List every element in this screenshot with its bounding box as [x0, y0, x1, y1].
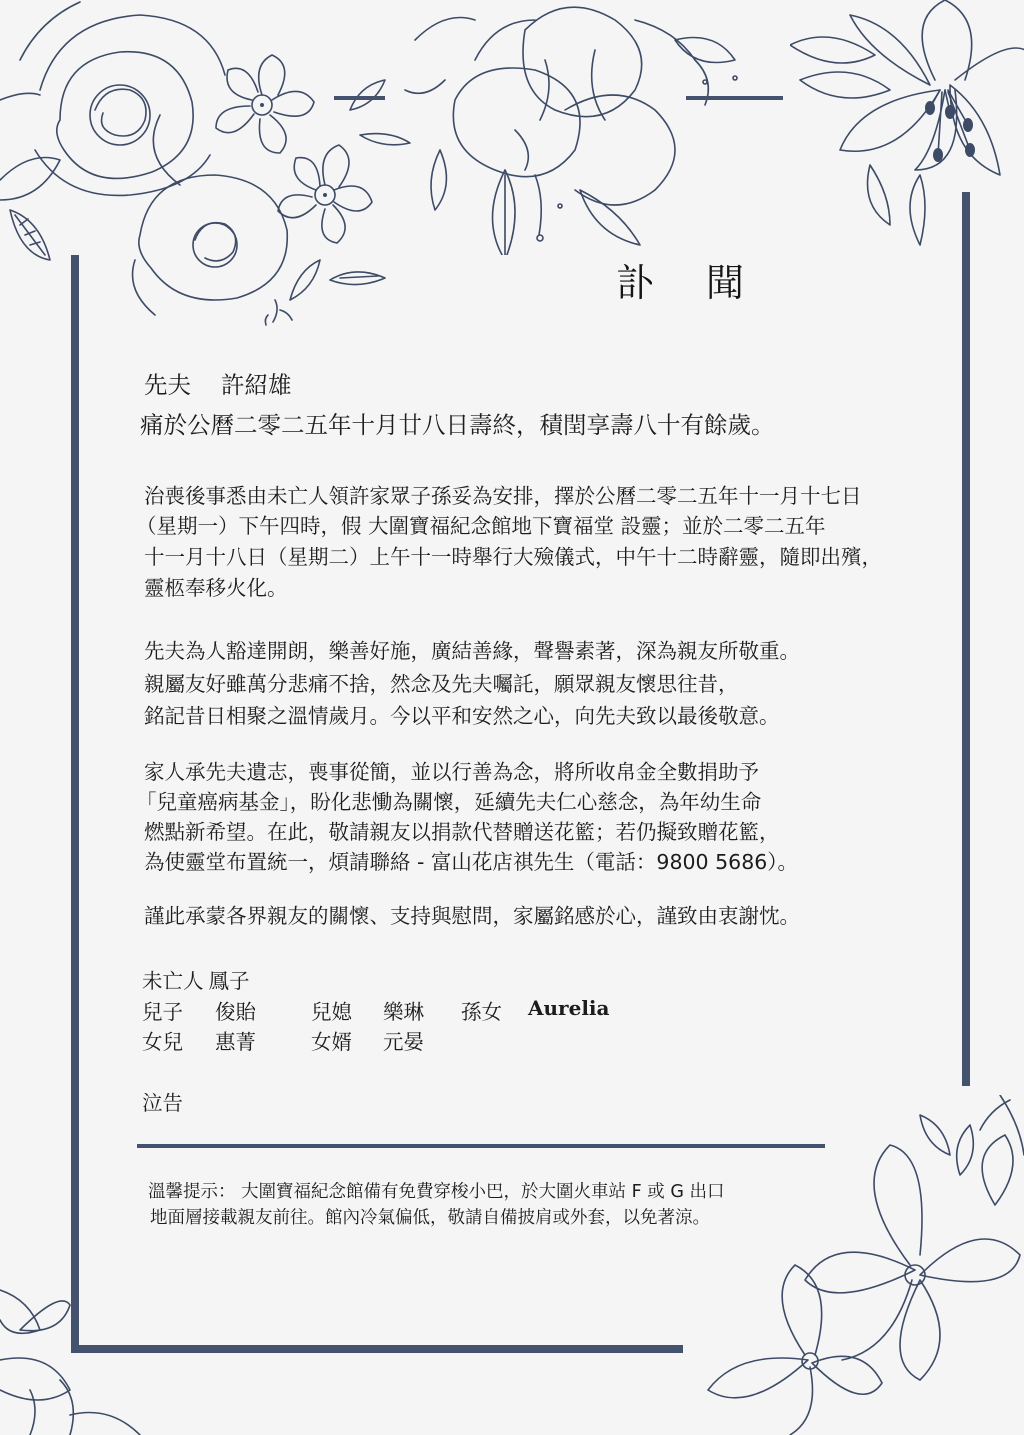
- reminder-line2: 地面層接載親友前往。館內冷氣偏低，敬請自備披肩或外套，以免著涼。: [150, 1208, 710, 1228]
- daughter-name: 惠菁: [215, 1030, 256, 1054]
- thanks-line: 謹此承蒙各界親友的關懷、支持與慰問，家屬銘感於心，謹致由衷謝忱。: [144, 904, 800, 928]
- daughter-label: 女兒: [142, 1030, 183, 1054]
- page-title: [616, 252, 744, 307]
- son-name: 俊貽: [215, 1000, 256, 1024]
- frame-top-right-segment: [686, 96, 783, 100]
- para2-line1: 先夫為人豁達開朗，樂善好施，廣結善緣，聲譽素著，深為親友所敬重。: [144, 639, 800, 663]
- para3-line4: 為使靈堂布置統一，煩請聯絡 - 富山花店祺先生（電話：9800 5686）。: [144, 850, 799, 874]
- deceased-label: 先夫: [144, 371, 191, 399]
- reminder-line1: 溫馨提示： 大圍寶福紀念館備有免費穿梭小巴，於大圍火車站 F 或 G 出口: [148, 1182, 725, 1202]
- closing-text: 泣告: [142, 1091, 183, 1115]
- granddaughter-name: Aurelia: [528, 996, 610, 1020]
- son-in-law-name: 元晏: [383, 1030, 424, 1054]
- frame-right-edge: [962, 192, 970, 1086]
- para2-line2: 親屬友好雖萬分悲痛不捨，然念及先夫囑託，願眾親友懷思往昔，: [144, 672, 739, 696]
- para3-line1: 家人承先夫遺志，喪事從簡，並以行善為念，將所收帛金全數捐助予: [144, 760, 759, 784]
- widow-line: [142, 964, 250, 994]
- son-label: 兒子: [142, 1000, 183, 1024]
- para1-line3: 十一月十八日（星期二）上午十一時舉行大殮儀式，中午十二時辭靈，隨即出殯，: [144, 545, 882, 569]
- frame-top-left-segment: [334, 96, 385, 100]
- frame-bottom-edge: [71, 1345, 683, 1353]
- passing-statement: 痛於公曆二零二五年十月廿八日壽終，積閏享壽八十有餘歲。: [140, 411, 775, 439]
- para3-line2: 「兒童癌病基金」，盼化悲慟為關懷，延續先夫仁心慈念，為年幼生命: [136, 790, 762, 814]
- widow-label: 未亡人: [142, 969, 204, 993]
- granddaughter-label: 孫女: [461, 1000, 502, 1024]
- title-char-2: 聞: [706, 261, 745, 305]
- para3-line3: 燃點新希望。在此，敬請親友以捐款代替贈送花籃；若仍擬致贈花籃，: [144, 820, 780, 844]
- para1-line1: 治喪後事悉由未亡人領許家眾子孫妥為安排，擇於公曆二零二五年十一月十七日: [144, 484, 862, 508]
- frame-left-edge: [71, 255, 79, 1353]
- son-in-law-label: 女婿: [311, 1030, 352, 1054]
- para1-line2: （星期一）下午四時，假 大圍寶福紀念館地下寶福堂 設靈；並於二零二五年: [136, 514, 826, 538]
- deceased-line: [144, 371, 292, 399]
- reminder-divider: [137, 1144, 825, 1148]
- widow-name: 鳳子: [208, 969, 250, 993]
- deceased-name: 許紹雄: [221, 371, 292, 399]
- para1-line4: 靈柩奉移火化。: [144, 576, 288, 600]
- daughter-in-law-name: 樂琳: [383, 1000, 424, 1024]
- title-char-1: 訃: [616, 261, 655, 305]
- lily-decoration-icon: [790, 0, 1024, 255]
- para2-line3: 銘記昔日相聚之溫情歲月。今以平和安然之心，向先夫致以最後敬意。: [144, 704, 780, 728]
- daughter-in-law-label: 兒媳: [311, 1000, 352, 1024]
- peony-decoration-icon: [395, 0, 785, 255]
